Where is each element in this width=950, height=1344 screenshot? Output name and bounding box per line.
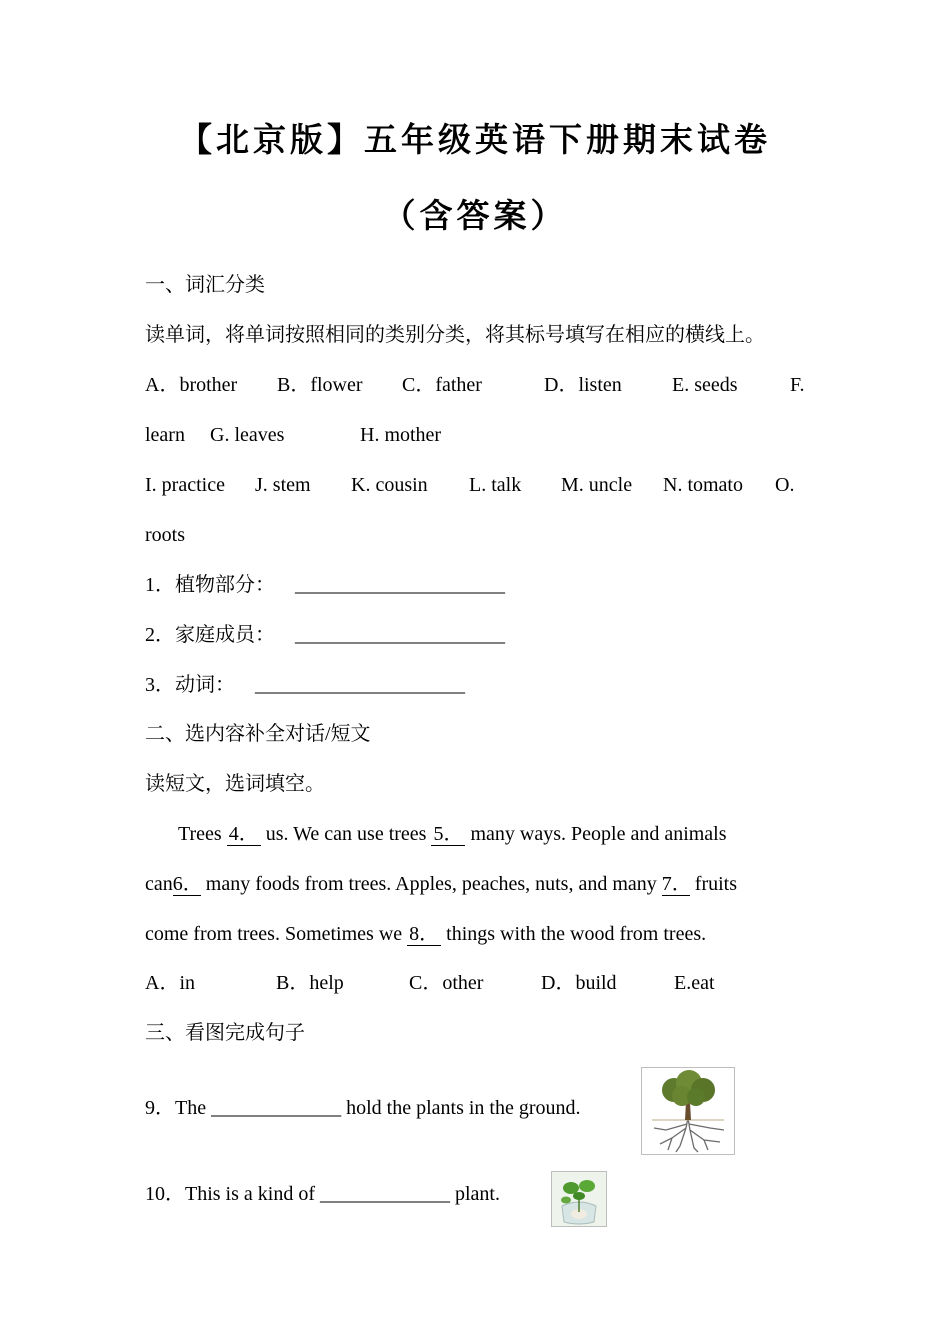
passage-text: things with the wood from trees.: [441, 923, 707, 945]
question-2: [145, 623, 505, 647]
word-item: I. practice: [145, 474, 225, 496]
question-1: [145, 573, 505, 597]
question-9: [145, 1096, 581, 1120]
word-item: C．father: [402, 374, 482, 396]
answer-blank[interactable]: _____________: [320, 1183, 450, 1205]
page-title: 【北京版】五年级英语下册期末试卷: [179, 120, 771, 159]
word-item: E. seeds: [672, 374, 738, 396]
word-item: J. stem: [255, 474, 311, 496]
word-item: B．flower: [277, 374, 363, 396]
question-text: 9．The: [145, 1097, 212, 1119]
passage-text: fruits: [689, 873, 737, 895]
tree-with-roots-icon: [641, 1067, 735, 1155]
option-item: B．help: [276, 972, 344, 994]
word-item: A．brother: [145, 374, 238, 396]
question-text: hold the plants in the ground.: [341, 1097, 581, 1119]
passage-blank-8[interactable]: 8．: [409, 923, 440, 945]
answer-blank[interactable]: _____________: [211, 1097, 342, 1119]
word-item: O.: [775, 474, 795, 496]
passage-blank-5[interactable]: 5．: [433, 823, 464, 845]
section2-instruction: 读短文，选词填空。: [145, 773, 325, 795]
page-subtitle: （含答案）: [382, 196, 568, 235]
passage-blank-6[interactable]: 6．: [172, 873, 203, 895]
passage-text: can: [145, 873, 173, 895]
section2-heading: 二、选内容补全对话/短文: [145, 723, 371, 745]
question-label: 1．植物部分：: [145, 574, 275, 596]
option-item: D．build: [541, 972, 617, 994]
passage-line-2: [145, 872, 737, 896]
section3-heading: 三、看图完成句子: [145, 1022, 305, 1044]
passage-text: many foods from trees. Apples, peaches, nuts, and many: [200, 873, 662, 895]
option-item: E.eat: [674, 972, 715, 994]
word-item: L. talk: [469, 474, 522, 496]
question-label: 3．动词：: [145, 674, 235, 696]
section1-heading: 一、词汇分类: [145, 274, 265, 296]
question-text: plant.: [450, 1183, 500, 1205]
answer-blank[interactable]: _____________________: [255, 674, 465, 696]
passage-blank-7[interactable]: 7．: [661, 873, 692, 895]
seedling-in-water-icon: [551, 1171, 607, 1227]
word-item: F.: [790, 374, 805, 396]
passage-blank-4[interactable]: 4．: [228, 823, 259, 845]
word-item: roots: [145, 524, 185, 546]
option-item: A．in: [145, 972, 195, 994]
passage-line-1: [178, 822, 727, 846]
section1-instruction: 读单词，将单词按照相同的类别分类，将其标号填写在相应的横线上。: [145, 324, 765, 346]
passage-line-3: [145, 922, 706, 946]
word-item: N. tomato: [663, 474, 743, 496]
question-label: 2．家庭成员：: [145, 624, 275, 646]
option-item: C．other: [409, 972, 484, 994]
word-item: M. uncle: [561, 474, 633, 496]
question-3: [145, 673, 465, 697]
answer-blank[interactable]: _____________________: [295, 574, 505, 596]
word-item: D．listen: [544, 374, 622, 396]
passage-text: come from trees. Sometimes we: [145, 923, 408, 945]
passage-text: us. We can use trees: [260, 823, 432, 845]
passage-text: many ways. People and animals: [465, 823, 727, 845]
passage-text: Trees: [178, 823, 227, 845]
answer-blank[interactable]: _____________________: [295, 624, 505, 646]
question-text: 10．This is a kind of: [145, 1183, 320, 1205]
word-item: G. leaves: [210, 424, 285, 446]
word-item: K. cousin: [351, 474, 428, 496]
word-item: learn: [145, 424, 185, 446]
question-10: [145, 1182, 500, 1206]
word-item: H. mother: [360, 424, 442, 446]
